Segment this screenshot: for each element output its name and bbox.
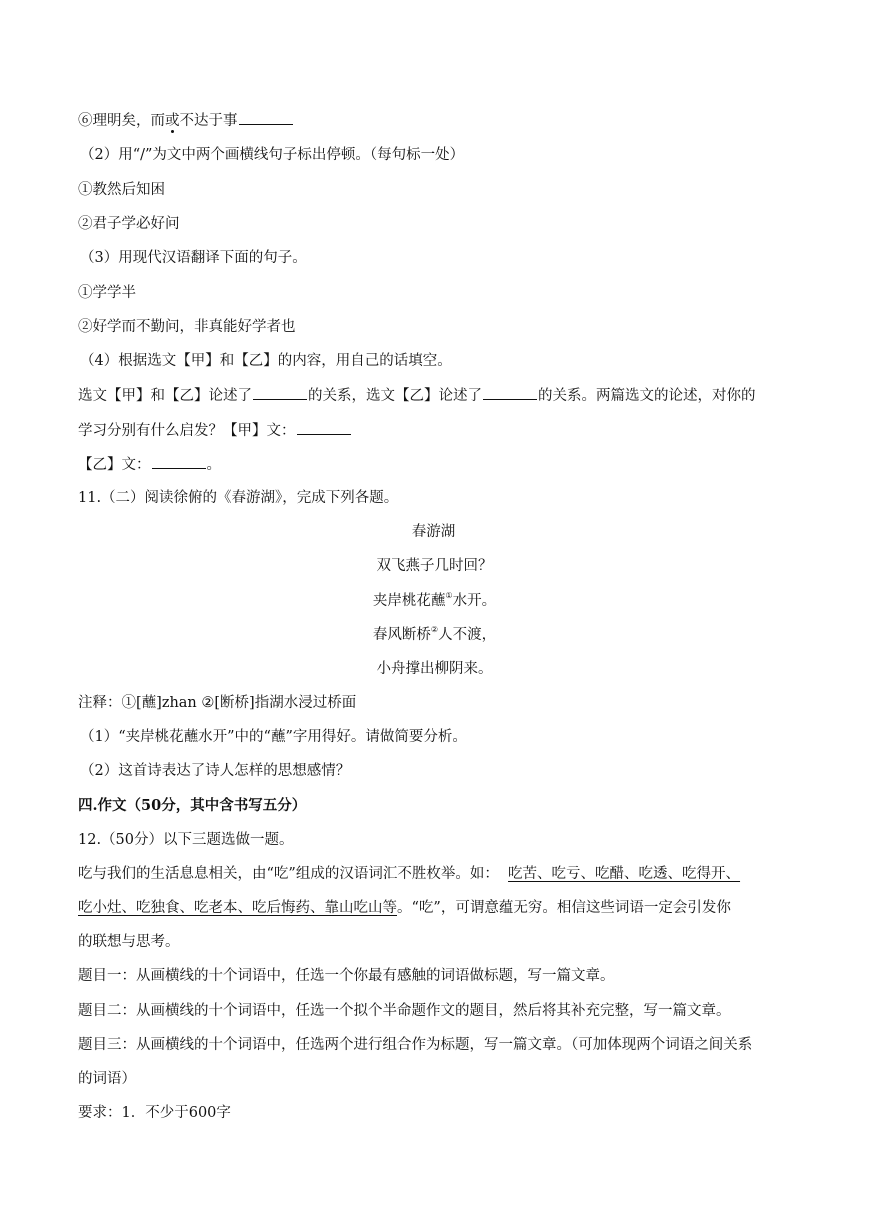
fill-text-f: 。 bbox=[206, 457, 221, 473]
fill-text-b: 的关系，选文【乙】论述了 bbox=[308, 388, 482, 404]
q10-part3-s2: ②好学而不勤问，非真能好学者也 bbox=[78, 319, 296, 335]
item6-text: ⑥理明矣，而 bbox=[78, 113, 165, 129]
q10-part2: （2）用“/”为文中两个画横线句子标出停顿。（每句标一处） bbox=[80, 147, 465, 163]
q10-part3: （3）用现代汉语翻译下面的句子。 bbox=[80, 250, 307, 266]
poem-line-2 bbox=[0, 591, 869, 611]
fill-text-e: 【乙】文： bbox=[78, 457, 151, 473]
answer-blank[interactable] bbox=[297, 420, 351, 435]
q10-part4-fill-line1 bbox=[78, 385, 756, 406]
q12-para-line2 bbox=[78, 898, 731, 918]
q12-para-line3: 的联想与思考。 bbox=[78, 934, 180, 950]
answer-blank[interactable] bbox=[239, 110, 293, 125]
fill-text-d: 学习分别有什么启发？【甲】文： bbox=[78, 423, 296, 439]
underlined-words: 吃小灶、吃独食、吃老本、吃后悔药、靠山吃山等 bbox=[78, 900, 397, 916]
q10-part4: （4）根据选文【甲】和【乙】的内容，用自己的话填空。 bbox=[80, 353, 452, 369]
q10-item6 bbox=[78, 110, 294, 131]
q10-part2-s1: ①教然后知困 bbox=[78, 182, 165, 198]
q10-part3-s1: ①学学半 bbox=[78, 285, 136, 301]
poem-line-2-a: 夹岸桃花蘸 bbox=[372, 593, 446, 609]
q12-para-line1 bbox=[78, 864, 740, 884]
q10-part4-fill-line3 bbox=[78, 454, 221, 475]
topic-one: 题目一：从画横线的十个词语中，任选一个你最有感触的词语做标题，写一篇文章。 bbox=[78, 968, 615, 984]
footnote-mark: ① bbox=[445, 591, 453, 600]
poem-line-3-a: 春风断桥 bbox=[372, 627, 431, 643]
answer-blank[interactable] bbox=[483, 385, 537, 400]
underlined-words: 吃苦、吃亏、吃醋、吃透、吃得开、 bbox=[508, 866, 741, 882]
q10-part4-fill-line2 bbox=[78, 420, 352, 441]
poem-notes: 注释：①[蘸]zhan ②[断桥]指湖水浸过桥面 bbox=[78, 695, 357, 711]
q11-sub2: （2）这首诗表达了诗人怎样的思想感情？ bbox=[80, 763, 351, 779]
footnote-mark: ② bbox=[430, 625, 439, 634]
requirements: 要求：1．不少于600字 bbox=[78, 1105, 231, 1121]
answer-blank[interactable] bbox=[152, 454, 206, 469]
fill-text-a: 选文【甲】和【乙】论述了 bbox=[78, 388, 252, 404]
topic-three-line2: 的词语） bbox=[78, 1071, 136, 1087]
poem-line-3-b: 人不渡， bbox=[438, 627, 497, 643]
q11-intro: 11.（二）阅读徐俯的《春游湖》，完成下列各题。 bbox=[78, 490, 399, 506]
q12-text: 吃与我们的生活息息相关，由“吃”组成的汉语词汇不胜枚举。如： bbox=[78, 866, 499, 882]
emphasis-dot-char: 或 bbox=[165, 113, 180, 129]
item6-text-end: 不达于事 bbox=[179, 113, 238, 129]
q12-intro: 12.（50分）以下三题选做一题。 bbox=[78, 832, 294, 848]
poem-title: 春游湖 bbox=[411, 524, 456, 540]
fill-text-c: 的关系。两篇选文的论述，对你的 bbox=[538, 388, 756, 404]
poem-line-4: 小舟撑出柳阴来。 bbox=[376, 661, 493, 677]
q11-sub1: （1）“夹岸桃花蘸水开”中的“蘸”字用得好。请做简要分析。 bbox=[80, 729, 467, 745]
q10-part2-s2: ②君子学必好问 bbox=[78, 216, 180, 232]
q12-text: 。“吃”，可谓意蕴无穷。相信这些词语一定会引发你 bbox=[397, 900, 731, 916]
topic-two: 题目二：从画横线的十个词语中，任选一个拟个半命题作文的题目，然后将其补充完整，写一篇文章。 bbox=[78, 1003, 731, 1019]
poem-line-3 bbox=[0, 625, 869, 645]
section-heading: 四.作文（50分，其中含书写五分） bbox=[78, 797, 307, 814]
topic-three-line1: 题目三：从画横线的十个词语中，任选两个进行组合作为标题，写一篇文章。（可加体现两个词语之间关系 bbox=[78, 1037, 753, 1053]
poem-line-1: 双飞燕子几时回？ bbox=[376, 558, 493, 574]
poem-line-2-b: 水开。 bbox=[452, 593, 497, 609]
answer-blank[interactable] bbox=[253, 385, 307, 400]
